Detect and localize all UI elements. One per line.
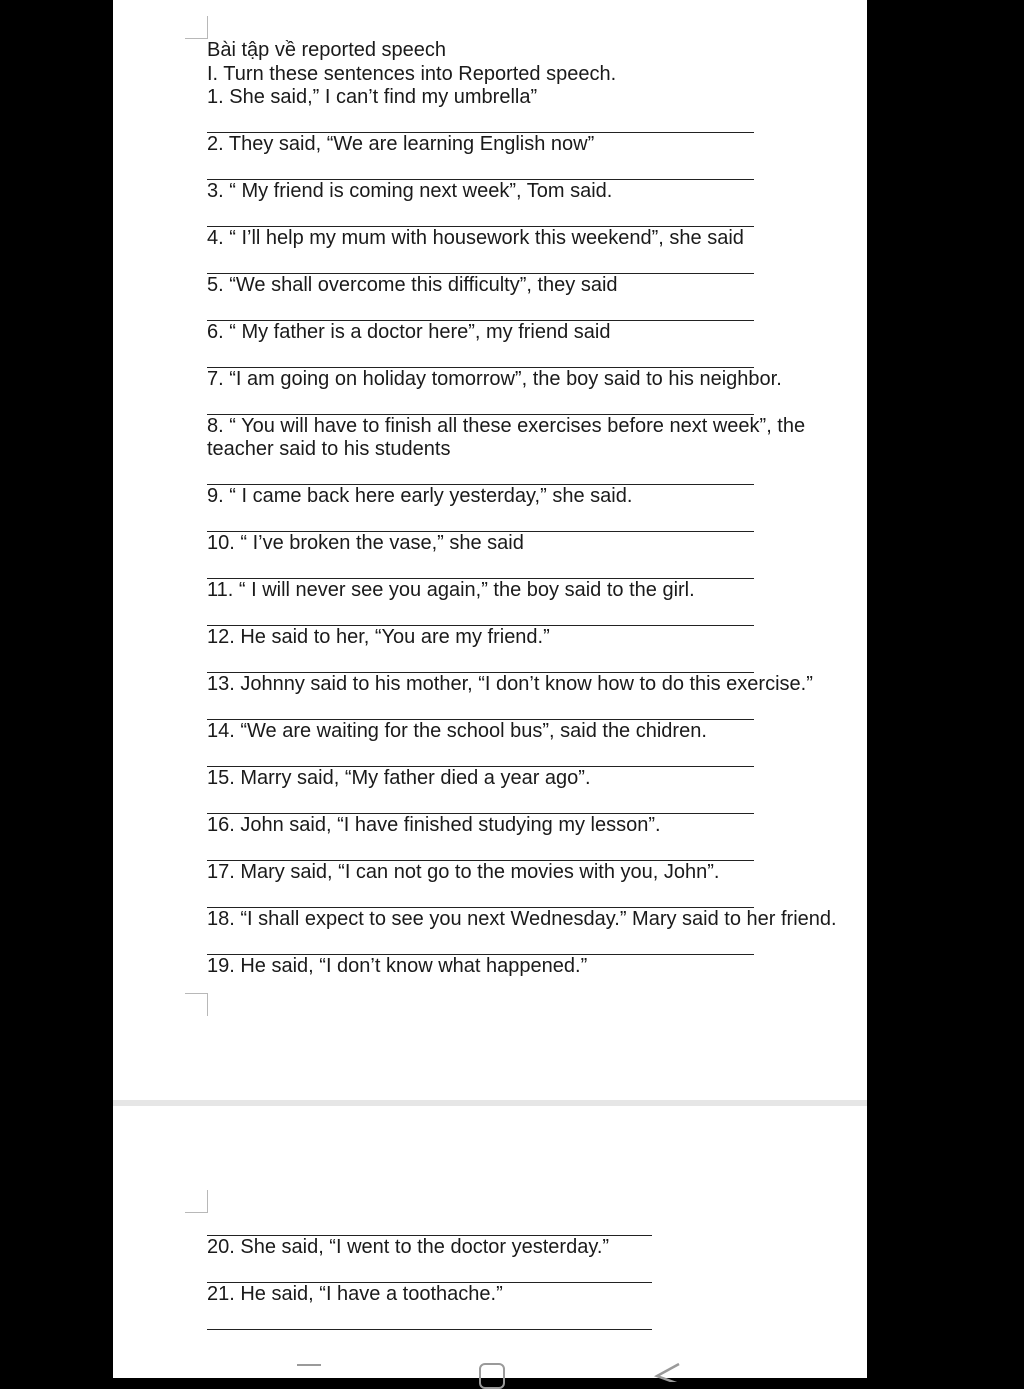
exercise-item: 20. She said, “I went to the doctor yesterday.” [207, 1236, 610, 1258]
exercise-item: 18. “I shall expect to see you next Wednesday.” Mary said to her friend. [207, 908, 837, 930]
answer-line [207, 250, 754, 274]
exercise-item: 15. Marry said, “My father died a year ago”. [207, 767, 591, 789]
answer-line [207, 1306, 652, 1330]
exercise-content-page-2 [207, 1212, 857, 1330]
exercise-item: 13. Johnny said to his mother, “I don’t know how to do this exercise.” [207, 673, 813, 695]
answer-line [207, 461, 754, 485]
system-nav-bar [113, 1355, 867, 1378]
answer-line [207, 156, 754, 180]
answer-line [207, 391, 754, 415]
document-page-1 [113, 0, 867, 1100]
document-title: Bài tập về reported speech [207, 39, 447, 61]
back-icon[interactable] [653, 1362, 681, 1382]
answer-line [207, 743, 754, 767]
exercise-item: 3. “ My friend is coming next week”, Tom said. [207, 180, 613, 202]
page-corner-marker [185, 993, 208, 1016]
answer-line [207, 790, 754, 814]
answer-line [207, 344, 754, 368]
exercise-item: 14. “We are waiting for the school bus”, said the chidren. [207, 720, 707, 742]
answer-line [207, 1259, 652, 1283]
home-icon[interactable] [479, 1363, 505, 1389]
exercise-item: 21. He said, “I have a toothache.” [207, 1283, 503, 1305]
exercise-item: 12. He said to her, “You are my friend.” [207, 626, 550, 648]
exercise-item: 4. “ I’ll help my mum with housework this weekend”, she said [207, 227, 744, 249]
exercise-item: 9. “ I came back here early yesterday,” she said. [207, 485, 633, 507]
exercise-item: 6. “ My father is a doctor here”, my friend said [207, 321, 611, 343]
answer-line [207, 297, 754, 321]
exercise-item: 8. “ You will have to finish all these exercises before next week”, the teacher said to his students [207, 415, 806, 460]
answer-line [207, 837, 754, 861]
page-corner-marker [185, 16, 208, 39]
exercise-item: 17. Mary said, “I can not go to the movies with you, John”. [207, 861, 720, 883]
exercise-item: 19. He said, “I don’t know what happened.” [207, 955, 588, 977]
answer-line [207, 109, 754, 133]
answer-line [207, 649, 754, 673]
exercise-content [207, 38, 857, 978]
exercise-item: 16. John said, “I have finished studying my lesson”. [207, 814, 661, 836]
answer-line [207, 931, 754, 955]
answer-line [207, 884, 754, 908]
answer-line [207, 508, 754, 532]
answer-line [207, 696, 754, 720]
instruction: I. Turn these sentences into Reported speech. [207, 63, 617, 85]
exercise-item: 5. “We shall overcome this difficulty”, they said [207, 274, 618, 296]
answer-line [207, 203, 754, 227]
exercise-item: 11. “ I will never see you again,” the boy said to the girl. [207, 579, 695, 601]
answer-line [207, 555, 754, 579]
document-page-2 [113, 1106, 867, 1378]
exercise-item: 7. “I am going on holiday tomorrow”, the boy said to his neighbor. [207, 368, 782, 390]
exercise-item: 10. “ I’ve broken the vase,” she said [207, 532, 524, 554]
answer-line [207, 1212, 652, 1236]
exercise-item: 2. They said, “We are learning English now” [207, 133, 595, 155]
answer-line [207, 602, 754, 626]
exercise-item: 1. She said,” I can’t find my umbrella” [207, 86, 538, 108]
page-corner-marker [185, 1190, 208, 1213]
